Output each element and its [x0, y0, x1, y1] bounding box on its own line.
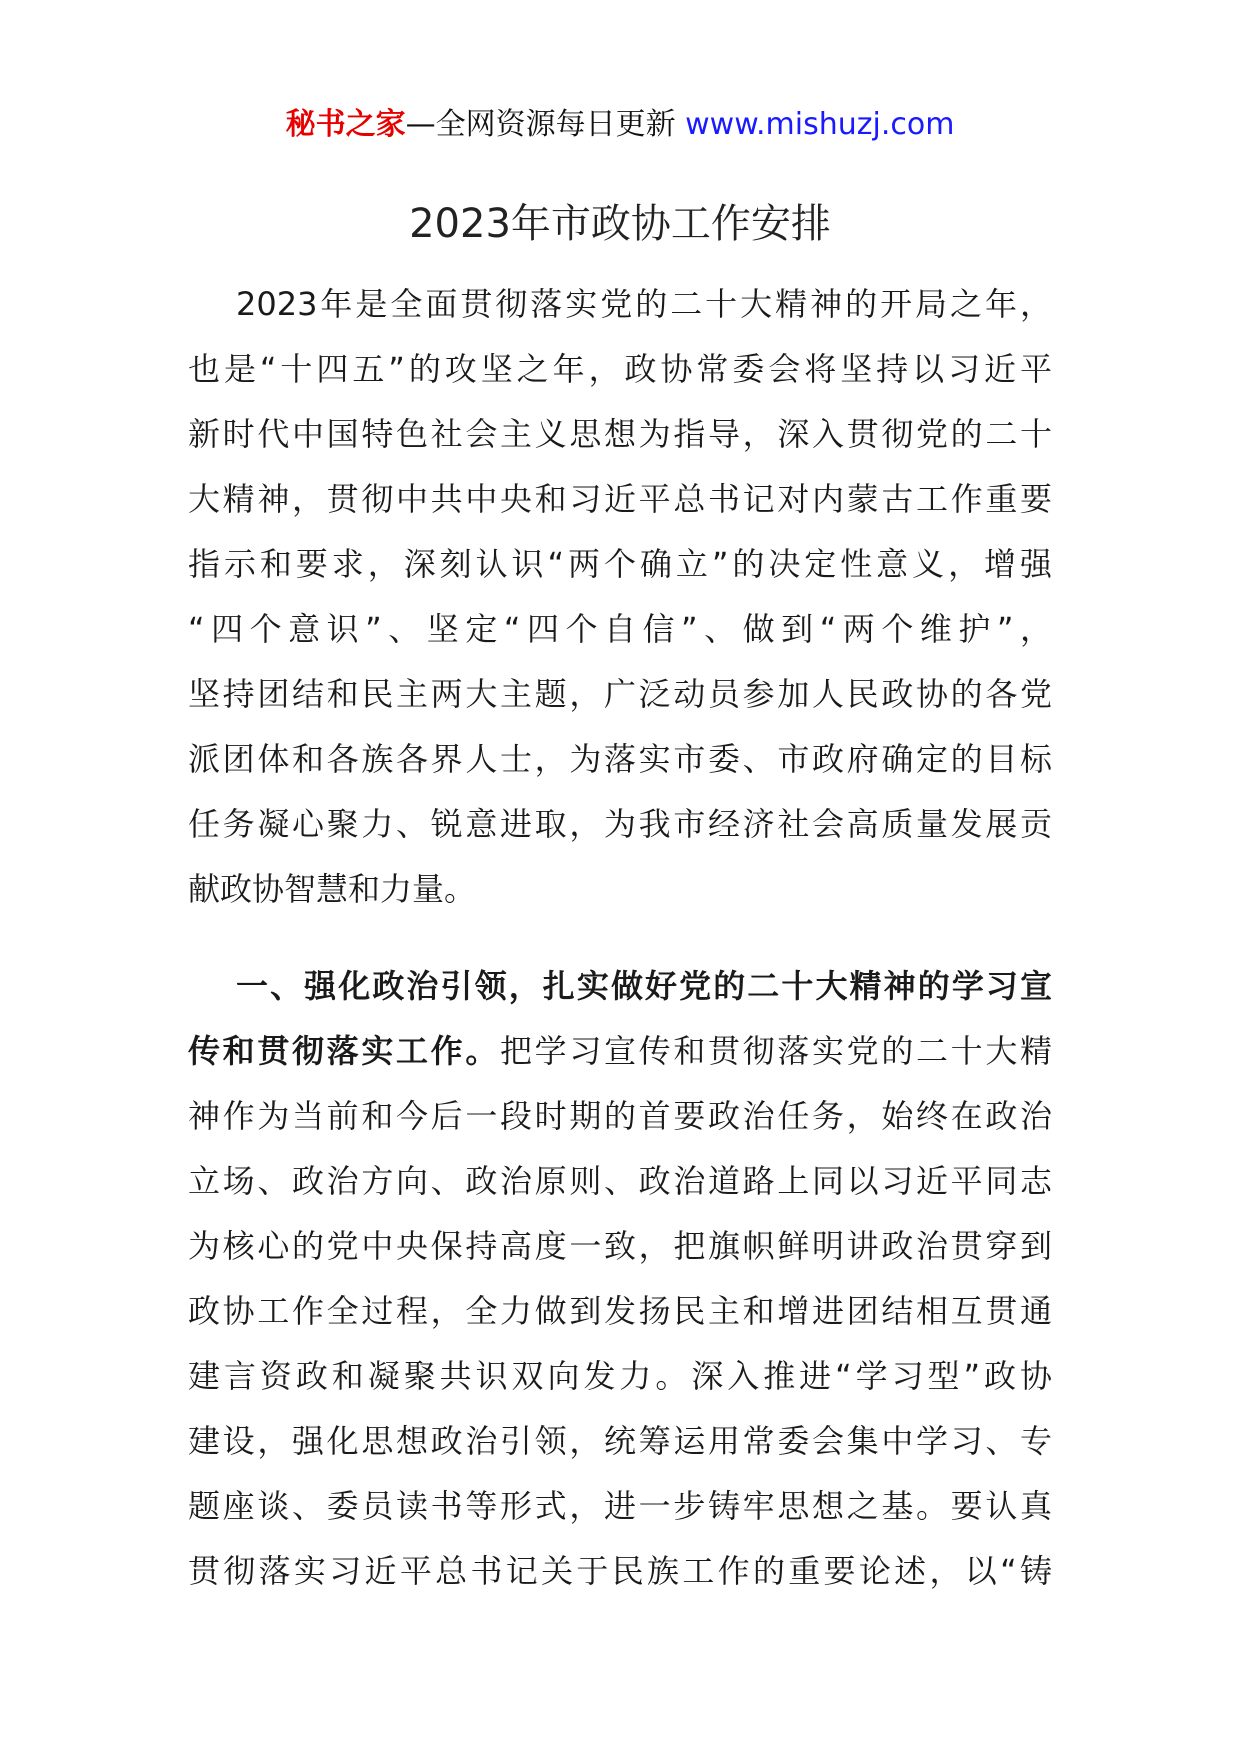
section-heading-end: 传和贯彻落实工作。	[188, 1032, 500, 1070]
text-line: 派团体和各族各界人士，为落实市委、市政府确定的目标	[188, 740, 1052, 778]
text-line: 建设，强化思想政治引领，统筹运用常委会集中学习、专	[188, 1422, 1052, 1460]
document-body	[188, 272, 1052, 1604]
text-line	[188, 1019, 1052, 1084]
text-line: 坚持团结和民主两大主题，广泛动员参加人民政协的各党	[188, 675, 1052, 713]
text-line: 也是“十四五”的攻坚之年，政协常委会将坚持以习近平	[188, 350, 1052, 388]
site-tagline: —全网资源每日更新	[405, 107, 686, 142]
paragraph-gap	[188, 922, 1052, 954]
text-line: 贯彻落实习近平总书记关于民族工作的重要论述，以“铸	[188, 1552, 1052, 1590]
text-line: 献政协智慧和力量。	[188, 870, 477, 908]
paragraph-intro	[188, 272, 1052, 922]
document-title: 2023年市政协工作安排	[409, 201, 831, 247]
text-line: 任务凝心聚力、锐意进取，为我市经济社会高质量发展贡	[188, 805, 1052, 843]
section-text: 把学习宣传和贯彻落实党的二十大精	[500, 1032, 1052, 1070]
text-line: 为核心的党中央保持高度一致，把旗帜鲜明讲政治贯穿到	[188, 1227, 1052, 1265]
text-line: 题座谈、委员读书等形式，进一步铸牢思想之基。要认真	[188, 1487, 1052, 1525]
text-line: 2023年是全面贯彻落实党的二十大精神的开局之年，	[236, 285, 1052, 323]
text-line: 新时代中国特色社会主义思想为指导，深入贯彻党的二十	[188, 415, 1052, 453]
text-line: 立场、政治方向、政治原则、政治道路上同以习近平同志	[188, 1162, 1052, 1200]
text-line: 指示和要求，深刻认识“两个确立”的决定性意义，增强	[188, 545, 1052, 583]
site-header	[0, 104, 1240, 146]
paragraph-section-one	[188, 954, 1052, 1604]
text-line: 政协工作全过程，全力做到发扬民主和增进团结相互贯通	[188, 1292, 1052, 1330]
text-line: 大精神，贯彻中共中央和习近平总书记对内蒙古工作重要	[188, 480, 1052, 518]
text-line: “四个意识”、坚定“四个自信”、做到“两个维护”，	[188, 610, 1052, 648]
site-brand: 秘书之家	[285, 107, 406, 142]
text-line: 建言资政和凝聚共识双向发力。深入推进“学习型”政协	[188, 1357, 1052, 1395]
text-line: 神作为当前和今后一段时期的首要政治任务，始终在政治	[188, 1097, 1052, 1135]
site-url-link[interactable]: www.mishuzj.com	[685, 107, 955, 142]
section-heading: 一、强化政治引领，扎实做好党的二十大精神的学习宣	[236, 967, 1052, 1005]
